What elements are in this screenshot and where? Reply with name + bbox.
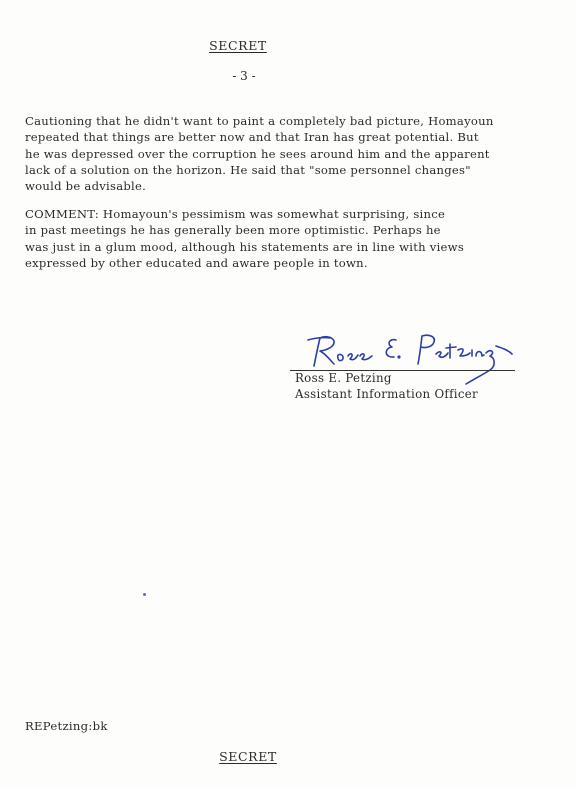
paragraph-line: repeated that things are better now and that Iran has great potential. But xyxy=(25,130,479,145)
signer-title: Assistant Information Officer xyxy=(295,387,478,401)
paragraph-line: lack of a solution on the horizon. He said that "some personnel changes" xyxy=(25,162,471,177)
classification-footer-text: SECRET xyxy=(219,749,277,764)
ink-dot xyxy=(143,593,146,596)
paragraph-line: in past meetings he has generally been more optimistic. Perhaps he xyxy=(25,223,441,238)
paragraph-line: he was depressed over the corruption he sees around him and the apparent xyxy=(25,146,490,161)
paragraph-line: Cautioning that he didn't want to paint a completely bad picture, Homayoun xyxy=(25,114,494,128)
paragraph-line: expressed by other educated and aware people in town. xyxy=(25,255,368,270)
classification-footer xyxy=(0,749,536,764)
paragraph-line: would be advisable. xyxy=(25,179,147,194)
body-paragraph-1 xyxy=(25,113,535,194)
page-number: - 3 - xyxy=(232,69,256,83)
paragraph-line: COMMENT: Homayoun's pessimism was somewhat surprising, since xyxy=(25,207,446,221)
classification-header xyxy=(0,38,526,53)
signer-name: Ross E. Petzing xyxy=(295,371,392,385)
paragraph-line: was just in a glum mood, although his statements are in line with views xyxy=(25,239,465,254)
reference-initials: REPetzing:bk xyxy=(25,719,108,733)
classification-header-text: SECRET xyxy=(209,38,267,53)
comment-paragraph xyxy=(25,206,535,271)
